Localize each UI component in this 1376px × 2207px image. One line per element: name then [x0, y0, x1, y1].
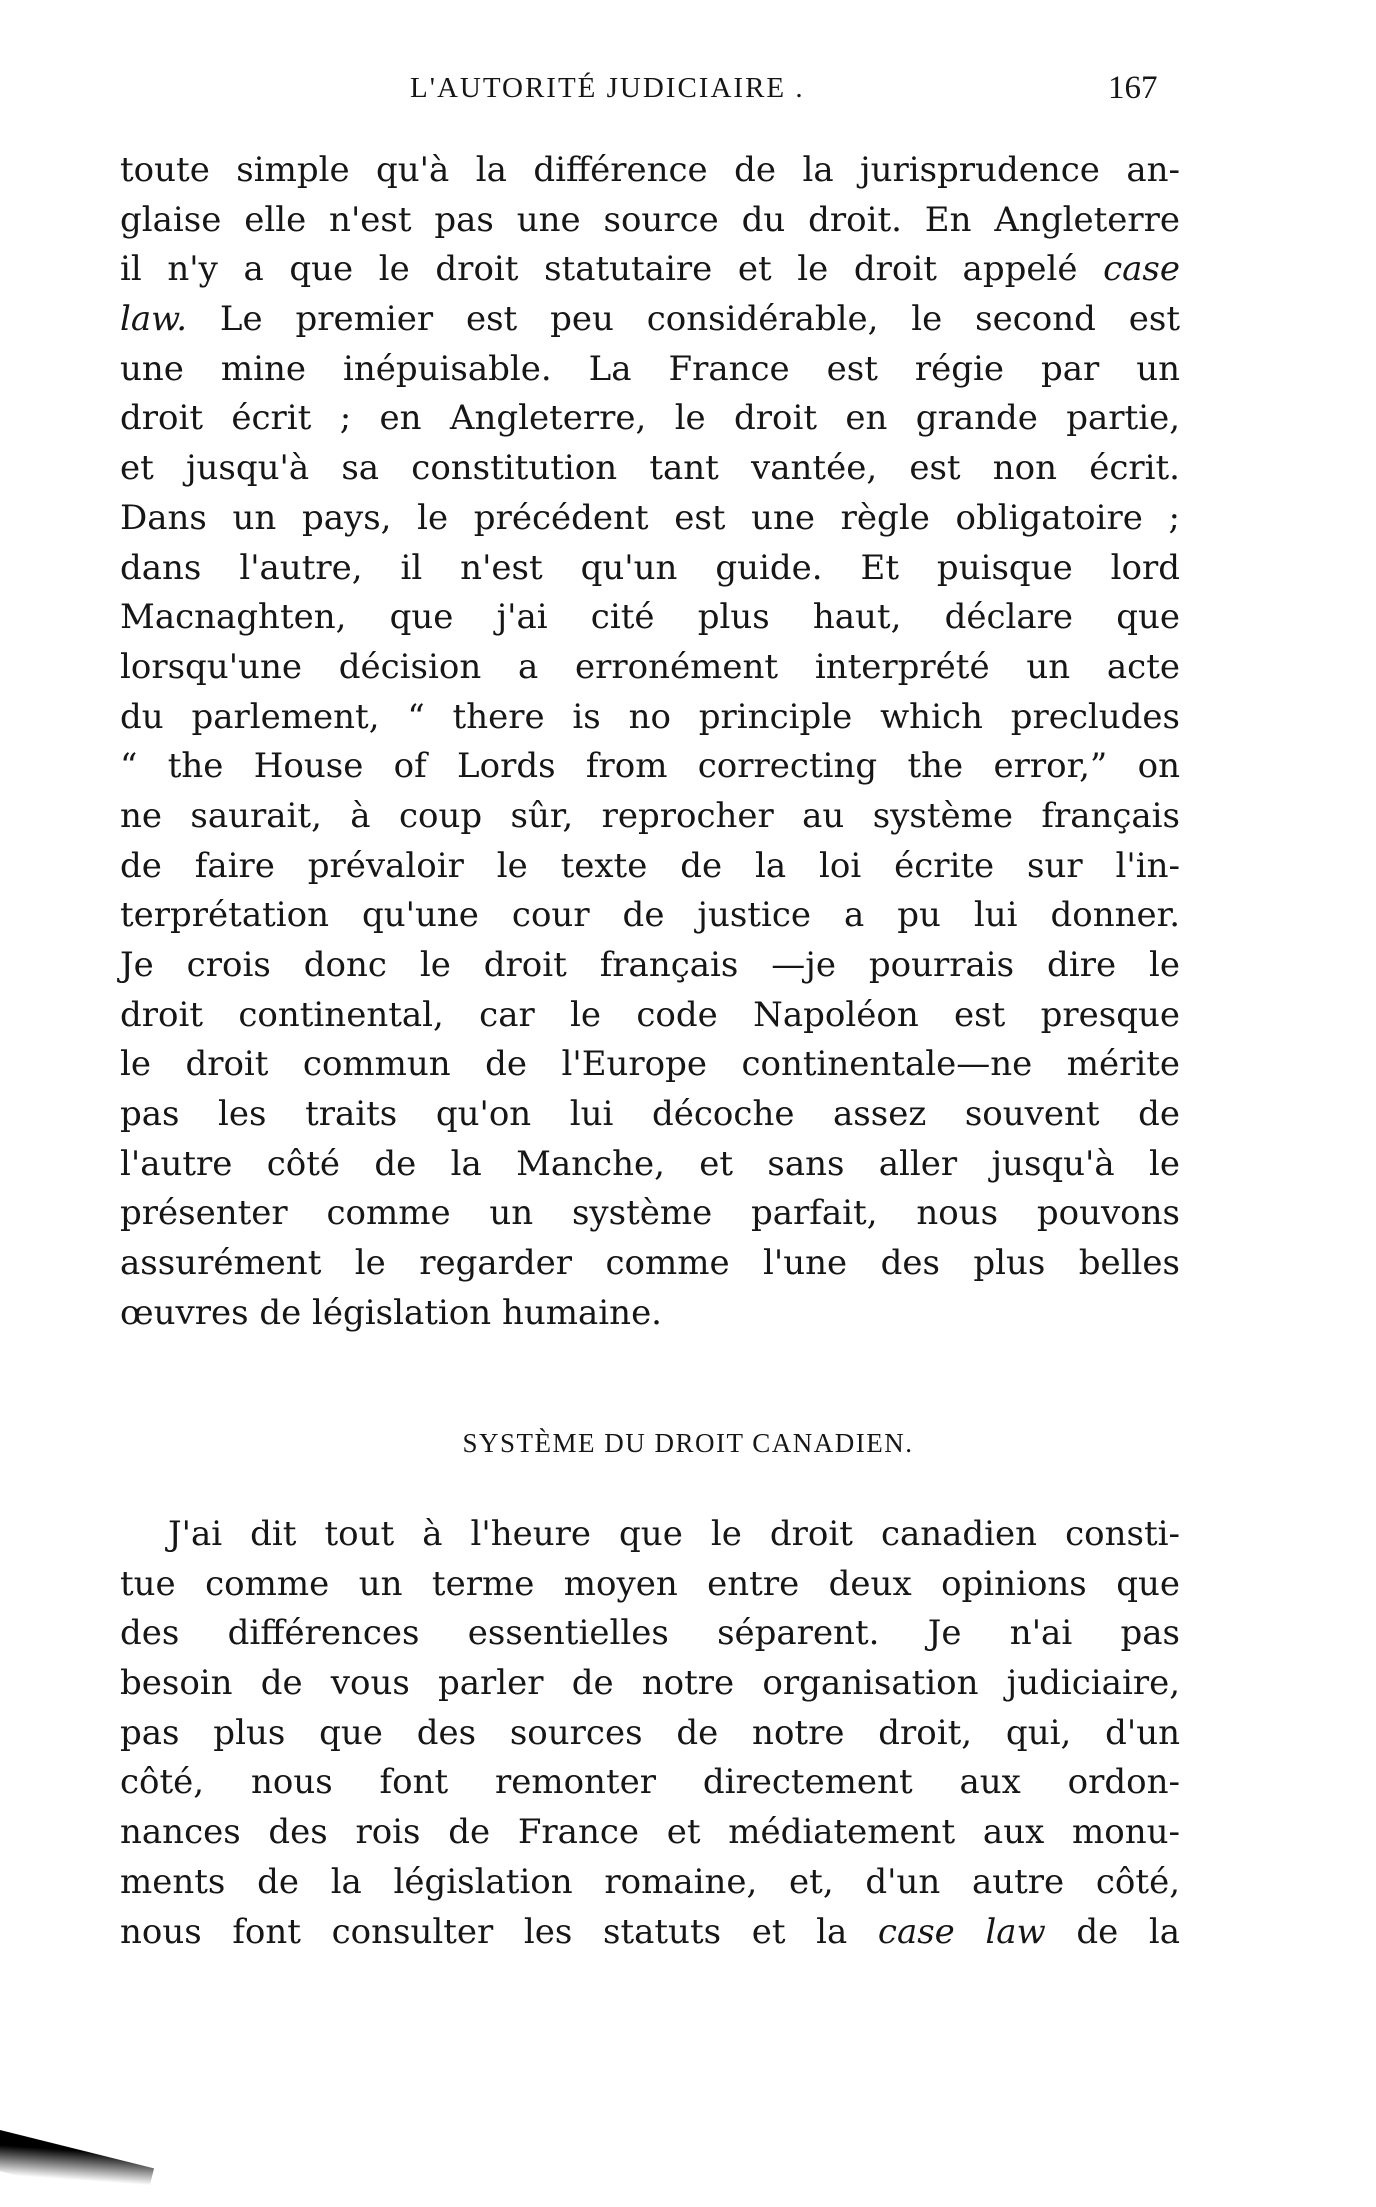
text-run: Le premier est peu considérable, le second est: [187, 299, 1180, 340]
italic-term: law.: [120, 299, 188, 340]
text-line: nances des rois de France et médiatement aux monu-: [120, 1812, 1180, 1853]
text-line: toute simple qu'à la différence de la jurisprudence an-: [120, 150, 1180, 190]
text-line: Je crois donc le droit français —je pourrais dire le: [120, 945, 1180, 985]
italic-term: case law: [877, 1911, 1046, 1952]
text-line: glaise elle n'est pas une source du droit. En Angleterre: [120, 199, 1180, 240]
text-line: ne saurait, à coup sûr, reprocher au système français: [120, 795, 1180, 836]
text-line: Macnaghten, que j'ai cité plus haut, déclare que: [120, 597, 1180, 638]
text-line: du parlement, “ there is no principle which precludes: [120, 696, 1180, 737]
text-line: côté, nous font remonter directement aux ordon-: [120, 1762, 1180, 1803]
scan-edge-shadow: [0, 2120, 154, 2207]
text-line: Dans un pays, le précédent est une règle obligatoire ;: [120, 497, 1180, 538]
text-line: présenter comme un système parfait, nous pouvons: [120, 1193, 1180, 1234]
paragraph-2: [120, 1510, 1180, 1957]
text-line: et jusqu'à sa constitution tant vantée, est non écrit.: [120, 448, 1180, 489]
text-line: droit écrit ; en Angleterre, le droit en grande partie,: [120, 398, 1180, 439]
text-line: pas les traits qu'on lui décoche assez souvent de: [120, 1094, 1180, 1135]
text-line: [120, 1908, 1180, 1958]
text-line: [120, 295, 1180, 345]
text-line: assurément le regarder comme l'une des plus belles: [120, 1243, 1180, 1284]
section-heading: SYSTÈME DU DROIT CANADIEN.: [462, 1428, 914, 1458]
text-line: ments de la législation romaine, et, d'un autre côté,: [120, 1861, 1180, 1902]
text-line: une mine inépuisable. La France est régie par un: [120, 348, 1180, 389]
text-line: de faire prévaloir le texte de la loi écrite sur l'in-: [120, 845, 1180, 886]
text-line: J'ai dit tout à l'heure que le droit canadien consti-: [168, 1514, 1180, 1554]
text-line: terprétation qu'une cour de justice a pu lui donner.: [120, 895, 1180, 936]
running-title: L'AUTORITÉ JUDICIAIRE .: [410, 72, 805, 104]
text-line: œuvres de législation humaine.: [120, 1292, 662, 1333]
text-line: le droit commun de l'Europe continentale—ne mérite: [120, 1044, 1180, 1085]
text-line: l'autre côté de la Manche, et sans aller jusqu'à le: [120, 1143, 1180, 1184]
italic-term: case: [1103, 249, 1180, 290]
text-line: droit continental, car le code Napoléon est presque: [120, 994, 1180, 1035]
text-run: de la: [1076, 1911, 1180, 1952]
text-run: nous font consulter les statuts et la: [120, 1911, 848, 1952]
text-line: des différences essentielles séparent. Je n'ai pas: [120, 1613, 1180, 1654]
paragraph-1: [120, 146, 1180, 1339]
text-line: pas plus que des sources de notre droit, qui, d'un: [120, 1712, 1180, 1753]
text-line: [120, 245, 1180, 295]
text-line: dans l'autre, il n'est qu'un guide. Et puisque lord: [120, 547, 1180, 588]
text-run: il n'y a que le droit statutaire et le droit appelé: [120, 249, 1078, 290]
page-number: 167: [1108, 70, 1158, 106]
text-line: lorsqu'une décision a erronément interprété un acte: [120, 646, 1180, 687]
text-line: “ the House of Lords from correcting the error,” on: [120, 746, 1180, 787]
text-line: besoin de vous parler de notre organisation judiciaire,: [120, 1663, 1180, 1704]
text-line: tue comme un terme moyen entre deux opinions que: [120, 1563, 1180, 1604]
